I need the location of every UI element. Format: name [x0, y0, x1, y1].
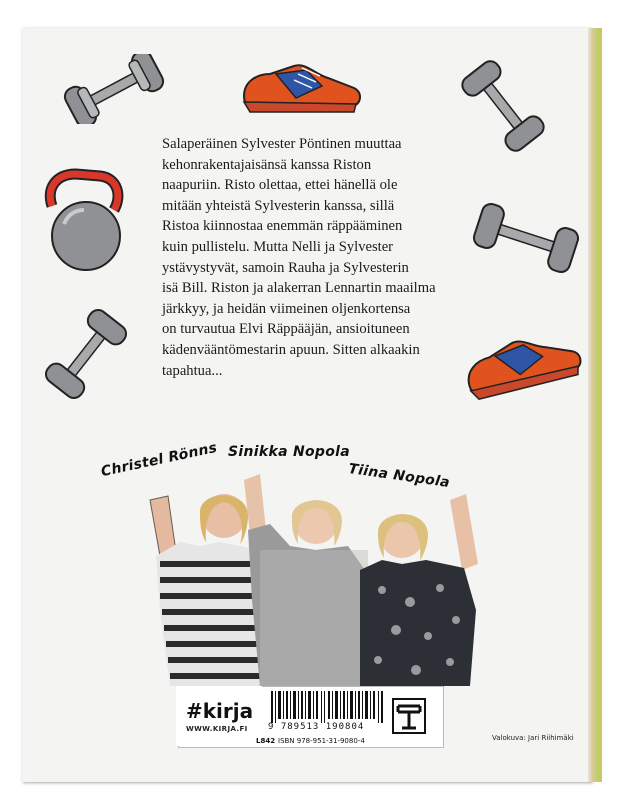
publisher-logo: #kirja: [186, 699, 254, 723]
isbn-text: ISBN 978-951-31-9080-4: [278, 737, 365, 745]
author-name: Sinikka Nopola: [228, 444, 351, 460]
running-shoe-icon: [458, 322, 584, 408]
publisher-mark-icon: [392, 698, 426, 734]
dumbbell-icon: [448, 56, 558, 156]
authors-photo: [120, 460, 510, 686]
back-cover-blurb: [162, 134, 462, 381]
publisher-url: WWW.KIRJA.FI: [186, 725, 248, 733]
running-shoe-icon: [236, 52, 366, 122]
kettlebell-icon: [34, 166, 134, 276]
barcode-digits: 9 789513 190804: [268, 722, 365, 732]
author-name: Tiina Nopola: [347, 460, 451, 492]
photo-credit: Valokuva: Jari Riihimäki: [492, 734, 574, 742]
dumbbell-icon: [36, 304, 136, 404]
book-spine-edge: [588, 28, 602, 782]
product-code: L842: [256, 737, 276, 745]
barcode-graphic: [271, 691, 385, 723]
blurb-text: Salaperäinen Sylvester Pöntinen muuttaa kehonrakentajaisänsä kanssa Riston naapuriin. Risto olettaa, ettei hänellä ole mitään yhteistä Sylvesterin kanssa, sillä Ristoa kiinnostaa enemmän räppääminen kuin pullistelu. Mutta Nelli ja Sylvester ystävystyvät, samoin Rauha ja Sylvesterin isä Bill. Riston ja alakerran Lennartin maailma järkkyy, ja heidän viimeinen oljenkortensa on turvautua Elvi Räppääjän, ansioituneen kädenvääntömestarin apuun. Sitten alkaakin tapahtua...: [162, 136, 436, 379]
dumbbell-icon: [466, 198, 586, 278]
author-name: Christel Rönns: [99, 439, 219, 481]
dumbbell-icon: [54, 54, 174, 124]
